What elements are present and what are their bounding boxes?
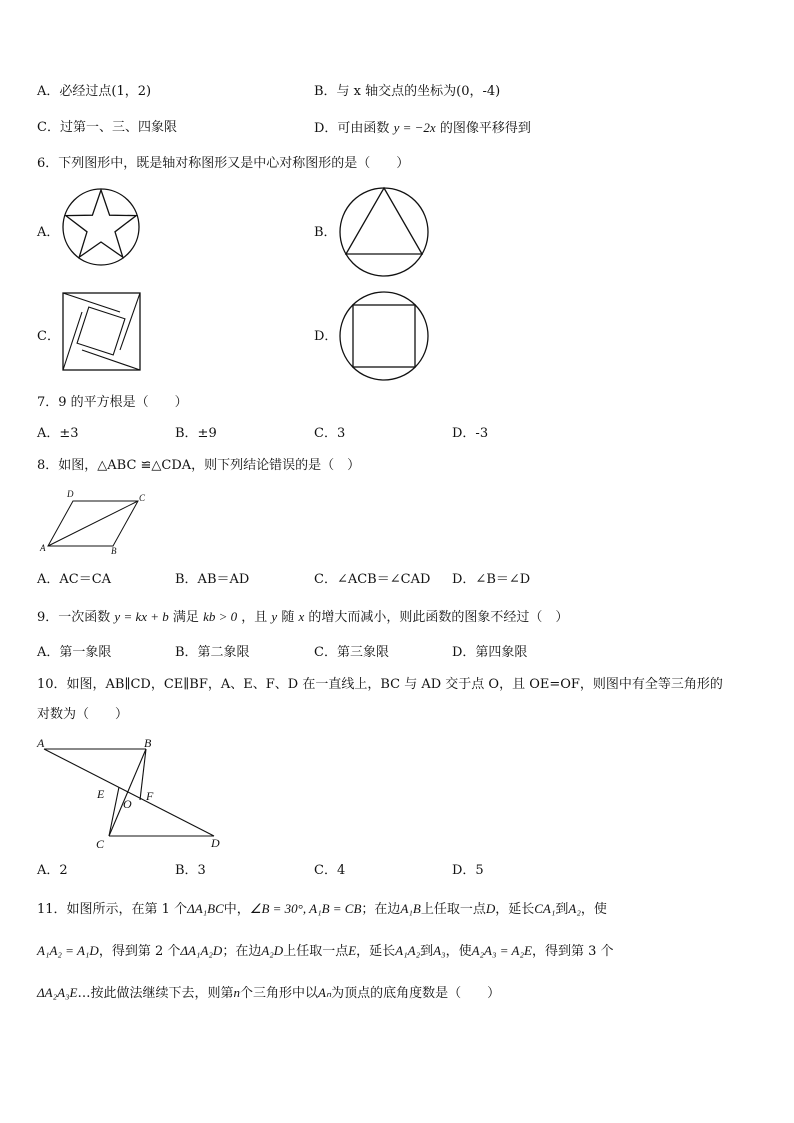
q11-text: 上任取一点 <box>420 902 486 917</box>
q11-line2 <box>37 942 614 961</box>
q5-option-d <box>314 119 531 138</box>
q8-option-b: B．AB＝AD <box>175 572 250 587</box>
q7-option-b: B．±9 <box>175 426 217 441</box>
q11-text: 为顶点的底角度数是（ ） <box>331 986 501 1001</box>
q10-label-a: A <box>37 736 45 750</box>
q8-option-c: C．∠ACB＝∠CAD <box>314 572 431 587</box>
q11-text: 个三角形中以 <box>240 986 319 1001</box>
q11-text: ，得到第 2 个 <box>98 944 181 959</box>
q9-stem <box>37 608 568 627</box>
q11-math: E <box>348 943 357 958</box>
q11-math: ΔA₂A₃E <box>37 985 78 1000</box>
q10-label-b: B <box>144 736 152 750</box>
q10-option-a: A．2 <box>37 863 68 878</box>
q9-option-a: A．第一象限 <box>37 645 112 660</box>
q6-figure-a-circle-star <box>60 186 142 268</box>
q11-line1 <box>37 900 607 919</box>
q11-text: ，使 <box>445 944 472 959</box>
q11-text: ，得到第 3 个 <box>531 944 614 959</box>
q5-option-d-prefix: D．可由函数 <box>314 121 390 136</box>
q10-option-d: D．5 <box>452 863 484 878</box>
q9-option-d: D．第四象限 <box>452 645 528 660</box>
q8-option-d: D．∠B＝∠D <box>452 572 531 587</box>
q8-label-b: B <box>111 546 117 556</box>
q11-text: ，延长 <box>356 944 396 959</box>
q10-stem-line2: 对数为（ ） <box>37 707 129 722</box>
q9-math-y: y <box>271 609 278 624</box>
q7-option-a: A．±3 <box>37 426 79 441</box>
q11-math: n <box>233 985 241 1000</box>
q9-option-b: B．第二象限 <box>175 645 250 660</box>
q9-option-c: C．第三象限 <box>314 645 389 660</box>
q5-option-d-suffix: 的图像平移得到 <box>439 121 531 136</box>
q6-figure-b-circle-triangle <box>338 186 430 278</box>
q9-math-function: y = kx + b <box>114 609 169 624</box>
q11-text: ，延长 <box>495 902 535 917</box>
q7-option-d: D．-3 <box>452 426 489 441</box>
q6-label-b: B． <box>314 225 337 240</box>
q11-text: ；在边 <box>361 902 401 917</box>
q6-label-c: C． <box>37 329 60 344</box>
q10-figure <box>34 734 234 854</box>
q9-stem-part5: 的增大而减小，则此函数的图象不经过（ ） <box>308 610 569 625</box>
q10-option-c: C．4 <box>314 863 346 878</box>
q9-stem-part1: 9．一次函数 <box>37 610 111 625</box>
q10-label-d: D <box>211 836 220 850</box>
q8-figure-parallelogram <box>38 488 148 558</box>
q11-math: A₁A₂ = A₁D <box>37 943 99 958</box>
q11-text: …按此做法继续下去，则第 <box>77 986 234 1001</box>
q9-math-condition: kb > 0 <box>203 609 238 624</box>
q11-math: D <box>485 901 496 916</box>
q11-text: ，使 <box>580 902 607 917</box>
q10-label-f: F <box>146 789 154 803</box>
q6-stem: 6．下列图形中，既是轴对称图形又是中心对称图形的是（ ） <box>37 156 410 171</box>
q6-label-a: A． <box>37 225 60 240</box>
q9-math-x: x <box>298 609 305 624</box>
q11-line3 <box>37 984 500 1003</box>
q9-stem-part2: 满足 <box>172 610 199 625</box>
q8-label-a: A <box>40 543 46 553</box>
q11-math: A₂D <box>261 943 284 958</box>
q10-label-o: O <box>123 797 132 811</box>
q5-option-b: B．与 x 轴交点的坐标为(0，-4) <box>314 84 501 99</box>
q8-option-a: A．AC＝CA <box>37 572 112 587</box>
q10-label-c: C <box>96 837 105 851</box>
q11-text: 到 <box>420 944 434 959</box>
q5-option-d-math: y = −2x <box>393 120 436 135</box>
q6-figure-d-circle-square <box>338 290 430 382</box>
q5-option-c: C．过第一、三、四象限 <box>37 120 177 135</box>
q11-math: ∠B = 30°, A₁B = CB <box>249 901 362 916</box>
q11-text: 到 <box>555 902 569 917</box>
q11-math: ΔA₁BC <box>187 901 224 916</box>
q8-label-d: D <box>67 489 74 499</box>
q7-option-c: C．3 <box>314 426 346 441</box>
q11-text: 11．如图所示，在第 1 个 <box>37 902 188 917</box>
q10-option-b: B．3 <box>175 863 206 878</box>
q11-math: A₃ <box>433 943 446 958</box>
q9-stem-part4: 随 <box>281 610 295 625</box>
q11-text: 上任取一点 <box>283 944 349 959</box>
q11-math: A₁B <box>400 901 421 916</box>
q11-math: A₂A₃ = A₂E <box>471 943 532 958</box>
q9-stem-part3: ，且 <box>241 610 268 625</box>
q11-math: CA₁ <box>534 901 556 916</box>
q11-math: Aₙ <box>318 985 332 1000</box>
q8-stem: 8．如图，△ABC ≌△CDA，则下列结论错误的是（ ） <box>37 458 361 473</box>
q7-stem: 7．9 的平方根是（ ） <box>37 395 188 410</box>
q8-label-c: C <box>139 493 146 503</box>
q6-figure-c-pinwheel-square <box>62 292 142 372</box>
q11-math: ΔA₁A₂D <box>180 943 223 958</box>
q10-label-e: E <box>97 787 105 801</box>
q5-option-a: A．必经过点(1，2) <box>37 84 152 99</box>
q10-stem-line1: 10．如图，AB∥CD，CE∥BF，A、E、F、D 在一直线上，BC 与 AD 交于点 O，且 OE=OF，则图中有全等三角形的 <box>37 677 723 692</box>
q11-math: A₁A₂ <box>395 943 421 958</box>
q11-text: 中， <box>223 902 250 917</box>
q11-text: ；在边 <box>222 944 262 959</box>
q6-label-d: D． <box>314 329 338 344</box>
q11-math: A₂ <box>568 901 581 916</box>
